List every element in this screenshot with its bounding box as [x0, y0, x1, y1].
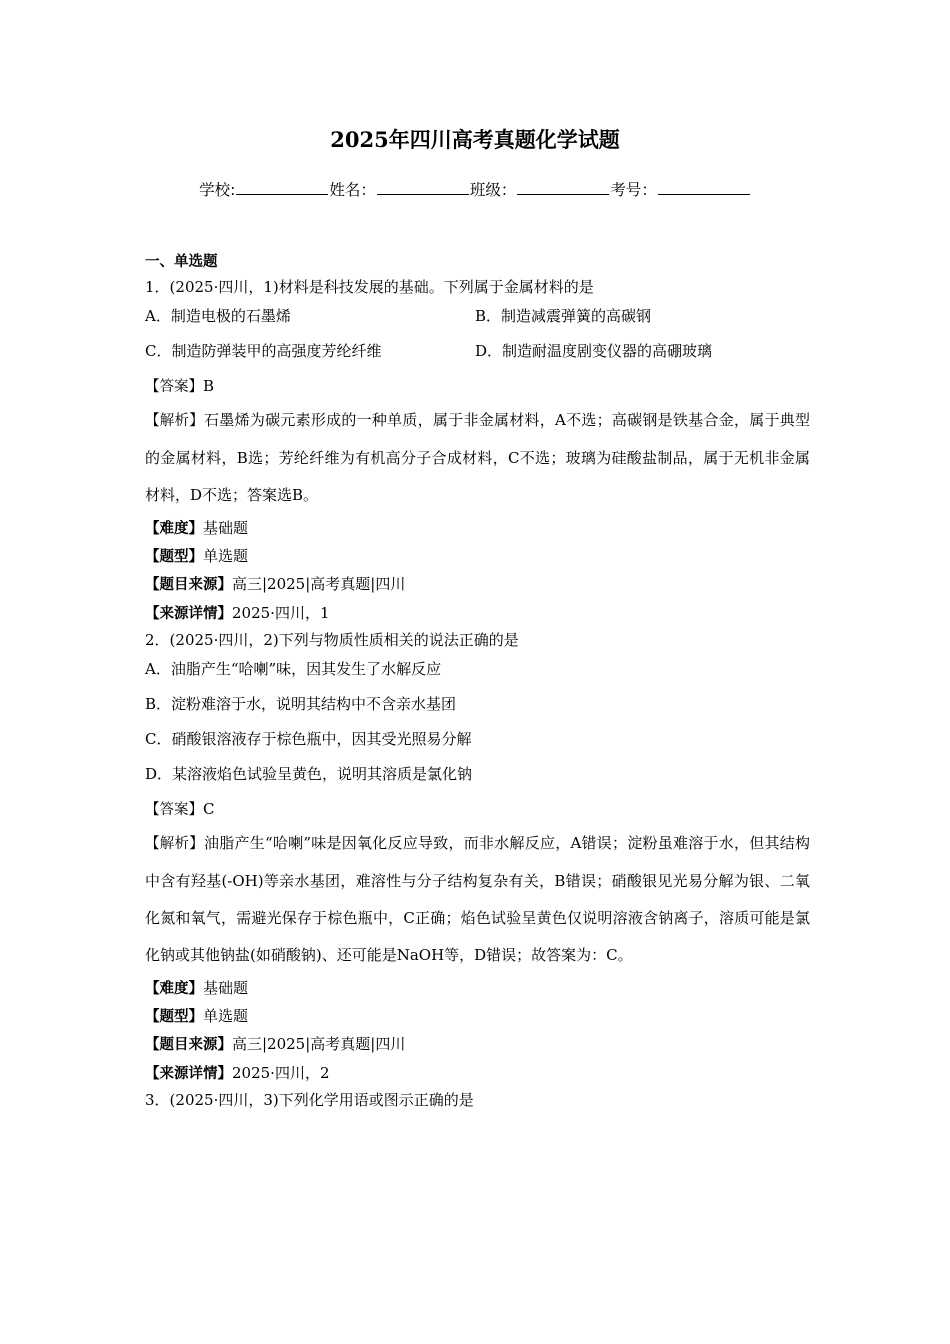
difficulty-line — [145, 514, 810, 542]
type-line — [145, 1002, 810, 1030]
option-b: B．制造减震弹簧的高碳钢 — [475, 307, 652, 325]
option-a: A．油脂产生“哈喇”味，因其发生了水解反应 — [145, 660, 442, 678]
difficulty-tag: 【难度】 — [145, 981, 203, 997]
type-tag: 【题型】 — [145, 1009, 203, 1025]
option-row — [145, 299, 810, 334]
answer-value: B — [203, 377, 215, 395]
analysis-tag: 【解析】 — [145, 413, 205, 429]
class-blank[interactable] — [517, 180, 609, 195]
answer-tag: 【答案】 — [145, 379, 203, 395]
analysis-text: 油脂产生“哈喇”味是因氧化反应导致，而非水解反应，A错误；淀粉虽难溶于水，但其结构中含有羟基(-OH)等亲水基团，难溶性与分子结构复杂有关，B错误；硝酸银见光易分解为银、二氧化氮和氧气，需避光保存于棕色瓶中，C正确；焰色试验呈黄色仅说明溶液含钠离子，溶质可能是氯化钠或其他钠盐(如硝酸钠)、还可能是NaOH等，D错误；故答案为：C。 — [145, 834, 810, 964]
question-2 — [145, 628, 810, 1088]
school-label: 学校: — [199, 181, 236, 199]
question-stem: 1．(2025·四川，1)材料是科技发展的基础。下列属于金属材料的是 — [145, 278, 594, 296]
difficulty-tag: 【难度】 — [145, 521, 203, 537]
source-value: 高三|2025|高考真题|四川 — [232, 575, 406, 593]
questions-content — [145, 250, 810, 1112]
difficulty-value: 基础题 — [203, 979, 249, 997]
difficulty-line — [145, 974, 810, 1002]
school-blank[interactable] — [236, 180, 328, 195]
option-d: D．制造耐温度剧变仪器的高硼玻璃 — [475, 342, 713, 360]
source-detail-value: 2025·四川，2 — [232, 1064, 330, 1082]
option-a: A．制造电极的石墨烯 — [145, 307, 291, 325]
analysis-paragraph — [145, 402, 810, 514]
source-value: 高三|2025|高考真题|四川 — [232, 1035, 406, 1053]
option-d: D．某溶液焰色试验呈黄色，说明其溶质是氯化钠 — [145, 765, 473, 783]
exam-number-label: 考号： — [610, 181, 657, 199]
analysis-paragraph — [145, 825, 810, 974]
question-stem: 3．(2025·四川，3)下列化学用语或图示正确的是 — [145, 1091, 474, 1109]
answer-tag: 【答案】 — [145, 802, 203, 818]
student-info-line — [0, 178, 950, 200]
source-tag: 【题目来源】 — [145, 1037, 232, 1053]
option-c: C．制造防弹装甲的高强度芳纶纤维 — [145, 342, 382, 360]
source-line — [145, 570, 810, 598]
exam-number-blank[interactable] — [658, 180, 750, 195]
question-1 — [145, 275, 810, 628]
answer-line — [145, 369, 810, 404]
option-b: B．淀粉难溶于水，说明其结构中不含亲水基团 — [145, 695, 457, 713]
option-row — [145, 334, 810, 369]
difficulty-value: 基础题 — [203, 519, 249, 537]
page-title: 2025年四川高考真题化学试题 — [330, 127, 620, 152]
type-line — [145, 542, 810, 570]
option-c: C．硝酸银溶液存于棕色瓶中，因其受光照易分解 — [145, 730, 472, 748]
source-detail-line — [145, 598, 810, 628]
type-value: 单选题 — [203, 547, 249, 565]
source-detail-value: 2025·四川，1 — [232, 604, 330, 622]
source-tag: 【题目来源】 — [145, 577, 232, 593]
analysis-tag: 【解析】 — [145, 836, 204, 852]
type-tag: 【题型】 — [145, 549, 203, 565]
source-line — [145, 1030, 810, 1058]
section-title: 一、单选题 — [145, 254, 218, 270]
question-stem: 2．(2025·四川，2)下列与物质性质相关的说法正确的是 — [145, 631, 519, 649]
type-value: 单选题 — [203, 1007, 249, 1025]
name-label: 姓名： — [329, 181, 376, 199]
source-detail-tag: 【来源详情】 — [145, 606, 232, 622]
name-blank[interactable] — [377, 180, 469, 195]
source-detail-tag: 【来源详情】 — [145, 1066, 232, 1082]
answer-line — [145, 792, 810, 827]
class-label: 班级： — [469, 181, 517, 199]
answer-value: C — [203, 800, 215, 818]
analysis-text: 石墨烯为碳元素形成的一种单质，属于非金属材料，A不选；高碳钢是铁基合金，属于典型的金属材料，B选；芳纶纤维为有机高分子合成材料，C不选；玻璃为硅酸盐制品，属于无机非金属材料，D不选；答案选B。 — [145, 411, 811, 504]
source-detail-line — [145, 1058, 810, 1088]
question-3 — [145, 1088, 810, 1112]
